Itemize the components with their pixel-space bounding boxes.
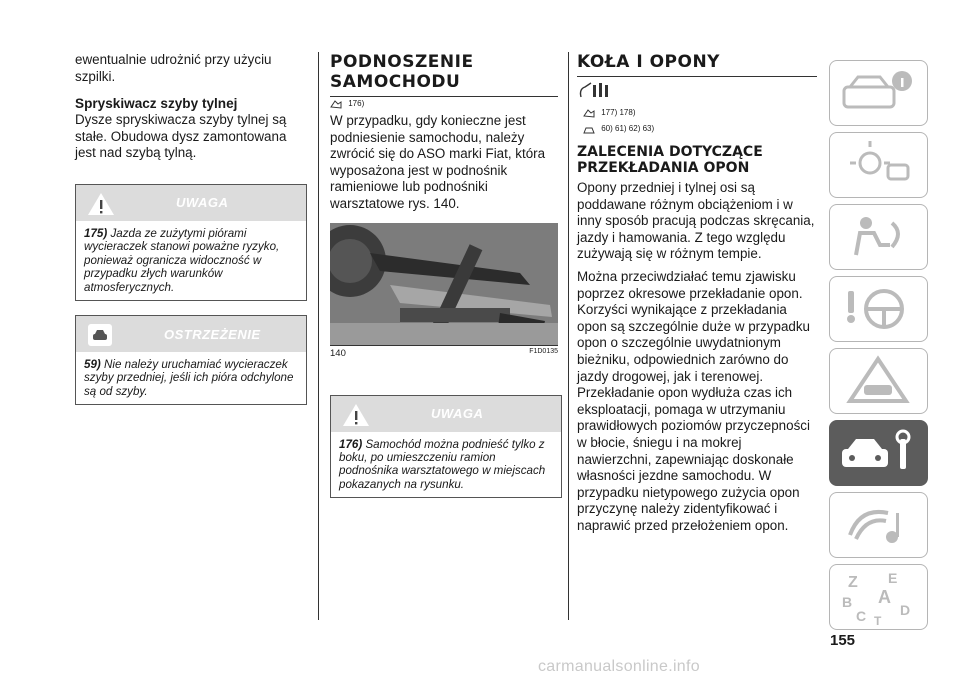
caution-text: Nie należy uruchamiać wycieraczek szyby przedniej, jeśli ich pióra odchylone są od szyby. — [84, 358, 294, 398]
lift-warning-label: UWAGA — [431, 406, 484, 422]
warning-text: Jazda ze zużytymi piórami wycieraczek stanowi poważne ryzyko, ponieważ ogranicza widoczność w przypadku złych warunków atmosferycznych. — [84, 226, 280, 294]
warning-body — [76, 221, 306, 300]
lifting-ref: 176) — [352, 99, 562, 109]
safety-icon — [830, 205, 927, 269]
caution-number: 59) — [84, 358, 101, 371]
intro-text: ewentualnie udrożnić przy użyciu szpilki. — [75, 52, 272, 84]
tyre-para-1: Opony przedniej i tylnej osi są poddawane różnym obciążeniom i w inny sposób pracują podczas skręcania, jazdy i hamowania. Z tego względu zużywają się w różnym tempie. — [577, 180, 815, 262]
lift-warning-number: 176) — [339, 437, 363, 451]
svg-text:A: A — [878, 587, 891, 607]
lifting-text: W przypadku, gdy konieczne jest podniesienie samochodu, należy zwrócić się do ASO marki Fiat, która wyposażona jest w podnośnik ramieniowe lub podnośniki warsztatowe rys. 140. — [330, 113, 546, 211]
watermark: carmanualsonline.info — [538, 658, 700, 675]
lift-warning-header — [331, 396, 561, 432]
wheels-refs-1: 177) 178) — [601, 108, 817, 118]
rear-washer-text: Dysze spryskiwacza szyby tylnej są stałe. Obudowa dysz zamontowana jest nad szybą tylną. — [75, 112, 287, 161]
figure-caption — [330, 348, 558, 359]
warning-triangle-icon — [86, 191, 116, 217]
nav-tab-car-info[interactable] — [829, 60, 928, 126]
chapter-nav — [829, 60, 929, 636]
lift-warning-text: Samochód można podnieść tylko z boku, po umieszczeniu ramion podnośnika warsztatowego w miejscach pokazanych na rysunku. — [339, 437, 546, 491]
figure-code: F1D0135 — [529, 347, 558, 355]
caution-header — [76, 316, 306, 352]
emergency-icon — [830, 349, 927, 413]
lift-photo — [330, 223, 558, 345]
warning-box — [75, 184, 307, 301]
svg-text:B: B — [842, 594, 853, 610]
lifting-title: PODNOSZENIE SAMOCHODU — [330, 52, 558, 97]
figure-number: 140 — [330, 347, 346, 359]
svg-text:Z: Z — [848, 574, 858, 591]
tyre-rotation-subtitle: ZALECENIA DOTYCZĄCE PRZEKŁADANIA OPON — [577, 144, 763, 176]
lift-warning-box — [330, 395, 562, 499]
column-1 — [75, 52, 307, 405]
steering-icon — [830, 277, 927, 341]
wheels-title: KOŁA I OPONY — [577, 52, 817, 77]
nav-tab-steering[interactable] — [829, 276, 928, 342]
nav-tab-multimedia[interactable] — [829, 492, 928, 558]
warning-header — [76, 185, 306, 221]
caution-body — [76, 352, 306, 404]
maintenance-icon — [830, 421, 927, 485]
svg-text:T: T — [874, 614, 882, 628]
lift-warning-body — [331, 432, 561, 498]
hand-icon — [583, 108, 595, 118]
caution-label: OSTRZEŻENIE — [164, 326, 261, 342]
svg-text:E: E — [888, 570, 898, 586]
figure-lift-points — [330, 223, 558, 346]
svg-text:D: D — [900, 602, 911, 618]
car-note-icon — [583, 124, 595, 134]
warning-triangle-icon — [341, 402, 371, 428]
nav-tab-safety[interactable] — [829, 204, 928, 270]
car-info-icon — [830, 61, 927, 125]
index-icon — [830, 565, 927, 629]
column-3 — [577, 52, 817, 534]
nav-tab-emergency[interactable] — [829, 348, 928, 414]
warning-label: UWAGA — [176, 195, 229, 211]
nav-tab-index[interactable] — [829, 564, 928, 630]
nav-tab-maintenance[interactable] — [829, 420, 928, 486]
caution-box — [75, 315, 307, 405]
wheels-refs-2: 60) 61) 62) 63) — [601, 124, 817, 134]
tyre-para-2: Można przeciwdziałać temu zjawisku poprzez okresowe przekładanie opon. Korzyści wynikające z przekładania opon są szczególnie duże w przypadku opon o szczególnie uwydatnionym bieżniku, odpowiednich zarówno do jazdy drogowej, jak i terenowej. Przekładanie opon wydłuża czas ich eksploatacji, pomaga w utrzymaniu prawidłowych poziomów przyczepności w błocie, śniegu i na mokrej nawierzchni, zapewniając doskonałe własności jezdne samochodu. W przypadku nietypowego zużycia opon przyczynę należy zidentyfikować i naprawić przed przełożeniem opon. — [577, 268, 810, 533]
svg-text:C: C — [856, 608, 867, 624]
column-divider-1 — [318, 52, 319, 620]
tyre-icon — [577, 79, 617, 101]
column-divider-2 — [568, 52, 569, 620]
car-caution-icon — [86, 322, 116, 348]
rear-washer-heading: Spryskiwacz szyby tylnej — [75, 96, 238, 112]
multimedia-icon — [830, 493, 927, 557]
warning-lights-icon — [830, 133, 927, 197]
column-2 — [330, 52, 562, 498]
warning-number: 175) — [84, 226, 108, 240]
page-number: 155 — [830, 632, 856, 649]
nav-tab-warning-lights[interactable] — [829, 132, 928, 198]
hand-icon — [330, 99, 342, 109]
